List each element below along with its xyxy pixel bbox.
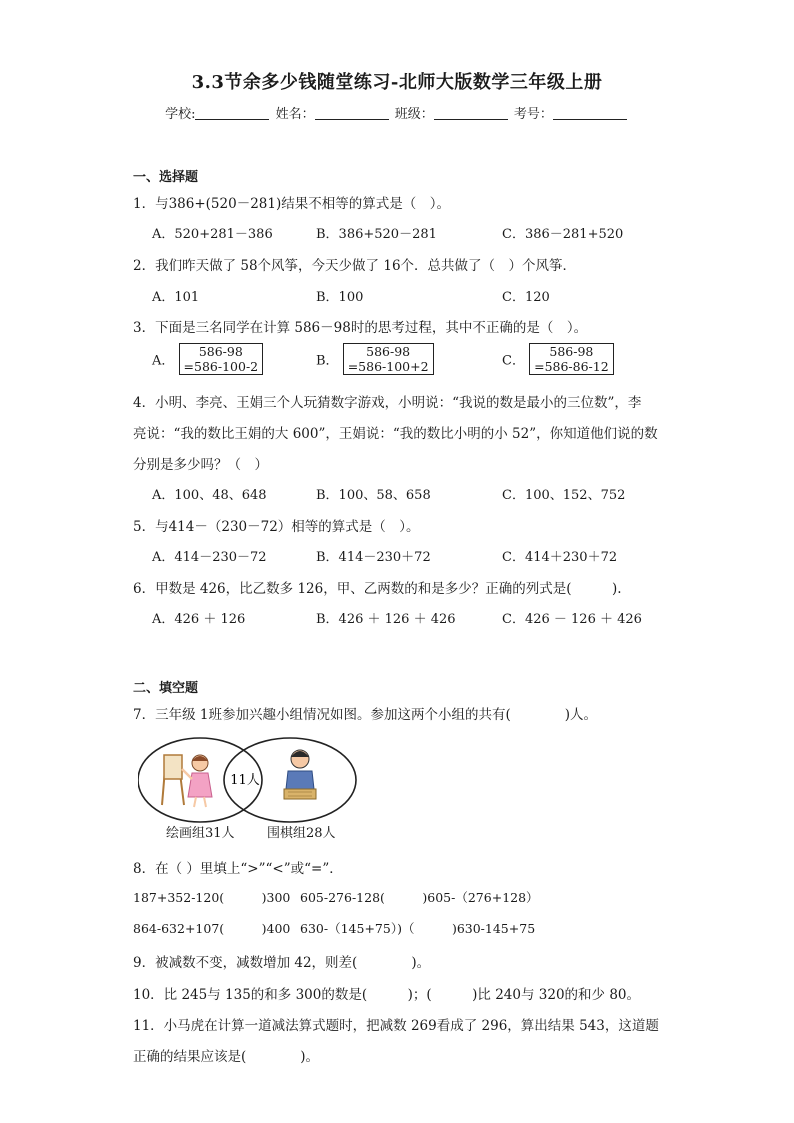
question-11-line-1: 11．小马虎在计算一道减法算式题时，把减数 269看成了 296，算出结果 543，这道题 (133, 1018, 659, 1034)
box-line-1: 586-98 (198, 344, 243, 359)
go-player-icon (284, 750, 316, 799)
question-8-row-1 (133, 888, 539, 906)
name-label: 姓名： (275, 107, 315, 122)
question-5: 5．与414－（230－72）相等的算式是（ ）。 (133, 519, 420, 535)
school-blank[interactable] (195, 107, 269, 120)
option-b[interactable]: B．100、58、658 (316, 488, 431, 503)
box-line-2: =586-86-12 (534, 359, 609, 374)
section-fill-heading: 二、填空题 (133, 681, 199, 696)
option-c[interactable]: C．426 － 126 ＋ 426 (502, 612, 642, 627)
option-b[interactable]: B．414－230＋72 (316, 550, 431, 565)
option-c-label: C． (502, 353, 525, 369)
option-b-label: B． (316, 353, 339, 369)
option-a-label: A． (152, 353, 175, 369)
question-1: 1．与386+(520－281)结果不相等的算式是（ ）。 (133, 196, 450, 212)
box-line-2: =586-100-2 (183, 359, 259, 374)
question-2: 2．我们昨天做了 58个风筝，今天少做了 16个．总共做了（ ）个风筝． (133, 258, 577, 274)
compare-1: 187+352-120( )300 (133, 890, 291, 905)
option-b[interactable]: B．426 ＋ 126 ＋ 426 (316, 612, 456, 627)
option-a-box (179, 343, 264, 375)
compare-2: 605-276-128( )605-（276+128） (300, 890, 539, 905)
class-blank[interactable] (434, 107, 508, 120)
question-3: 3．下面是三名同学在计算 586－98时的思考过程，其中不正确的是（ ）。 (133, 320, 588, 336)
question-9: 9．被减数不变，减数增加 42，则差( )。 (133, 955, 431, 971)
question-6: 6．甲数是 426，比乙数多 126，甲、乙两数的和是多少？正确的列式是( ). (133, 581, 622, 597)
option-a[interactable]: A．520+281－386 (152, 227, 273, 242)
school-label: 学校: (165, 107, 196, 122)
option-b[interactable]: B．100 (316, 290, 364, 305)
exam-no-label: 考号： (513, 107, 553, 122)
go-group-label: 围棋组28人 (267, 826, 336, 841)
option-b[interactable] (316, 343, 434, 375)
option-a[interactable]: A．101 (152, 290, 200, 305)
option-c[interactable]: C．414＋230＋72 (502, 550, 618, 565)
exam-no-blank[interactable] (553, 107, 627, 120)
painting-girl-icon (162, 755, 212, 807)
painting-group-label: 绘画组31人 (166, 826, 235, 841)
compare-3: 864-632+107( )400 (133, 921, 291, 936)
question-8-row-2 (133, 919, 536, 937)
option-c[interactable]: C．120 (502, 290, 550, 305)
option-a[interactable] (152, 343, 263, 375)
question-8: 8．在（ ）里填上“>”“<”或“=”． (133, 861, 343, 877)
option-c[interactable]: C．100、152、752 (502, 488, 626, 503)
option-b-box (343, 343, 434, 375)
section-choice-heading: 一、选择题 (133, 170, 199, 185)
box-line-2: =586-100+2 (347, 359, 429, 374)
question-7: 7．三年级 1班参加兴趣小组情况如图。参加这两个小组的共有( )人。 (133, 707, 598, 723)
student-info-row (0, 103, 794, 122)
box-line-1: 586-98 (366, 344, 411, 359)
name-blank[interactable] (315, 107, 389, 120)
question-4-line-1: 4．小明、李亮、王娟三个人玩猜数字游戏，小明说：“我说的数是最小的三位数”，李 (133, 395, 642, 411)
option-a[interactable]: A．426 ＋ 126 (152, 612, 246, 627)
overlap-count: 11人 (230, 773, 260, 788)
question-4-line-3: 分别是多少吗？（ ） (133, 457, 268, 473)
question-4-line-2: 亮说：“我的数比王娟的大 600”，王娟说：“我的数比小明的小 52”，你知道他们说的数 (133, 426, 658, 442)
option-a[interactable]: A．100、48、648 (152, 488, 267, 503)
question-11-line-2: 正确的结果应该是( )。 (133, 1049, 320, 1065)
option-c-box (529, 343, 614, 375)
class-label: 班级： (394, 107, 434, 122)
option-b[interactable]: B．386+520－281 (316, 227, 437, 242)
compare-4: 630-（145+75）)（ )630-145+75 (300, 921, 536, 936)
option-c[interactable]: C．386－281+520 (502, 227, 624, 242)
question-10: 10．比 245与 135的和多 300的数是( )；( )比 240与 320的和少 80。 (133, 987, 641, 1003)
option-a[interactable]: A．414－230－72 (152, 550, 267, 565)
option-c[interactable] (502, 343, 614, 375)
page-title: 3.3节余多少钱随堂练习-北师大版数学三年级上册 (191, 72, 603, 93)
box-line-1: 586-98 (549, 344, 594, 359)
